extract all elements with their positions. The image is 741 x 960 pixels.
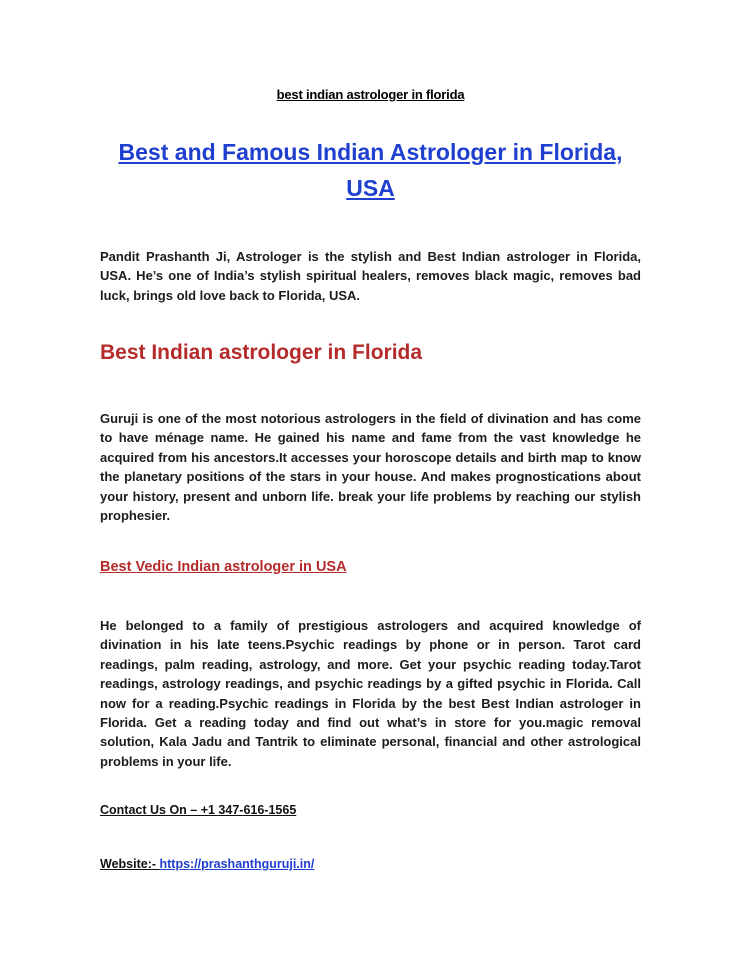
section2-paragraph: He belonged to a family of prestigious astrologers and acquired knowledge of divination in his late teens.Psychic readings by phone or in person. Tarot card readings, palm reading, astrology, and more. Get your psychic reading today.Tarot readings, astrology readings, and psychic readings by a gifted psychic in Florida. Call now for a reading.Psychic readings in Florida by the best Best Indian astrologer in Florida. Get a reading today and find out what’s in store for you.magic removal solution, Kala Jadu and Tantrik to eliminate personal, financial and other astrological problems in your life. <box>100 618 641 769</box>
website-line <box>100 857 314 871</box>
section-heading-best-indian-astrologer: Best Indian astrologer in Florida <box>100 341 423 364</box>
contact-line[interactable]: Contact Us On – +1 347-616-1565 <box>100 803 297 817</box>
website-link[interactable]: https://prashanthguruji.in/ <box>159 857 315 871</box>
section1-paragraph: Guruji is one of the most notorious astrologers in the field of divination and has come to have ménage name. He gained his name and fame from the vast knowledge he acquired from his ancestors.It accesses your horoscope details and birth map to know the planetary positions of the stars in your house. And makes prognostications about your history, present and unborn life. break your life problems by reaching our stylish prophesier. <box>100 411 641 524</box>
page-title[interactable]: Best and Famous Indian Astrologer in Florida, USA <box>118 139 623 201</box>
section-heading-vedic-astrologer[interactable]: Best Vedic Indian astrologer in USA <box>100 559 347 575</box>
top-link[interactable]: best indian astrologer in florida <box>276 87 465 102</box>
intro-paragraph: Pandit Prashanth Ji, Astrologer is the stylish and Best Indian astrologer in Florida, USA. He’s one of India’s stylish spiritual healers, removes black magic, removes bad luck, brings old love back to Florida, USA. <box>100 249 641 303</box>
website-label: Website:- <box>100 857 160 871</box>
